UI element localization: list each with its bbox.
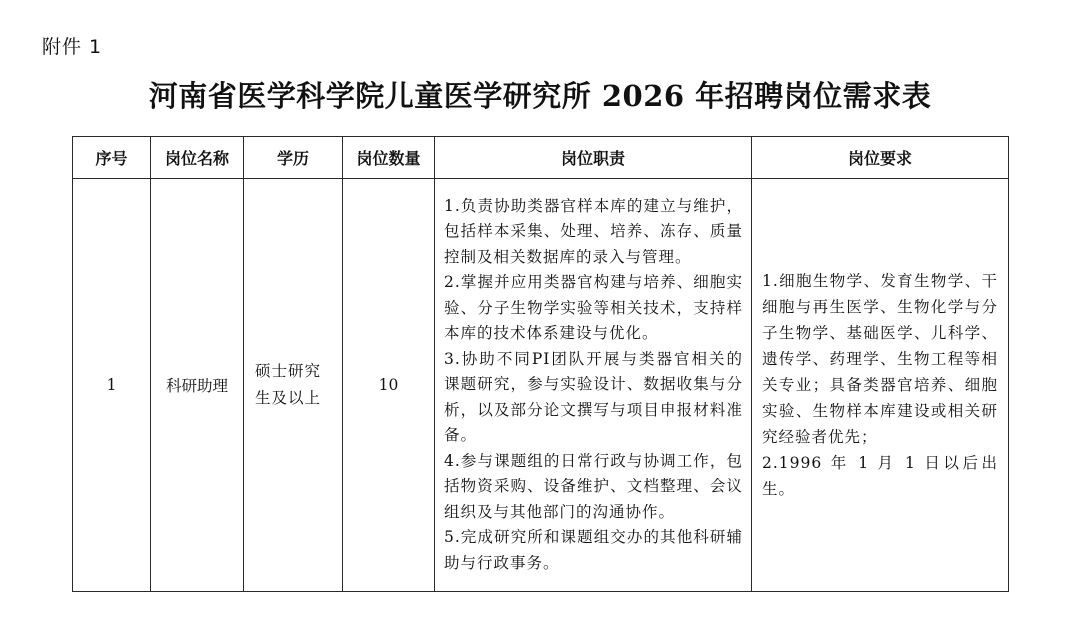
education-text: 硕士研究生及以上 bbox=[255, 362, 322, 407]
requirement-item: 2.1996 年 1 月 1 日以后出生。 bbox=[762, 454, 998, 498]
duty-item: 5.完成研究所和课题组交办的其他科研辅助与行政事务。 bbox=[444, 528, 743, 572]
duty-item: 2.掌握并应用类器官构建与培养、细胞实验、分子生物学实验等相关技术，支持样本库的技术体系建设与优化。 bbox=[444, 273, 743, 343]
page-title: 河南省医学科学院儿童医学研究所 2026 年招聘岗位需求表 bbox=[148, 79, 932, 113]
cell-position: 科研助理 bbox=[151, 179, 244, 592]
cell-seq: 1 bbox=[73, 179, 151, 592]
header-education: 学历 bbox=[244, 137, 343, 179]
header-quantity: 岗位数量 bbox=[343, 137, 435, 179]
cell-quantity: 10 bbox=[343, 179, 435, 592]
header-duties: 岗位职责 bbox=[435, 137, 752, 179]
attachment-label: 附件 1 bbox=[42, 36, 103, 58]
cell-requirements bbox=[752, 179, 1009, 592]
header-seq: 序号 bbox=[73, 137, 151, 179]
duty-item: 1.负责协助类器官样本库的建立与维护，包括样本采集、处理、培养、冻存、质量控制及相关数据库的录入与管理。 bbox=[444, 196, 743, 266]
duty-item: 3.协助不同PI团队开展与类器官相关的课题研究，参与实验设计、数据收集与分析，以及部分论文撰写与项目申报材料准备。 bbox=[444, 349, 743, 445]
recruitment-table bbox=[72, 136, 1009, 592]
duty-item: 4.参与课题组的日常行政与协调工作，包括物资采购、设备维护、文档整理、会议组织及与其他部门的沟通协作。 bbox=[444, 451, 743, 521]
requirement-item: 1.细胞生物学、发育生物学、干细胞与再生医学、生物化学与分子生物学、基础医学、儿科学、遗传学、药理学、生物工程等相关专业；具备类器官培养、细胞实验、生物样本库建设或相关研究经验者优先； bbox=[762, 272, 998, 446]
table-row bbox=[73, 179, 1009, 592]
table-header-row bbox=[73, 137, 1009, 179]
header-requirements: 岗位要求 bbox=[752, 137, 1009, 179]
header-position: 岗位名称 bbox=[151, 137, 244, 179]
cell-education bbox=[244, 179, 343, 592]
cell-duties bbox=[435, 179, 752, 592]
